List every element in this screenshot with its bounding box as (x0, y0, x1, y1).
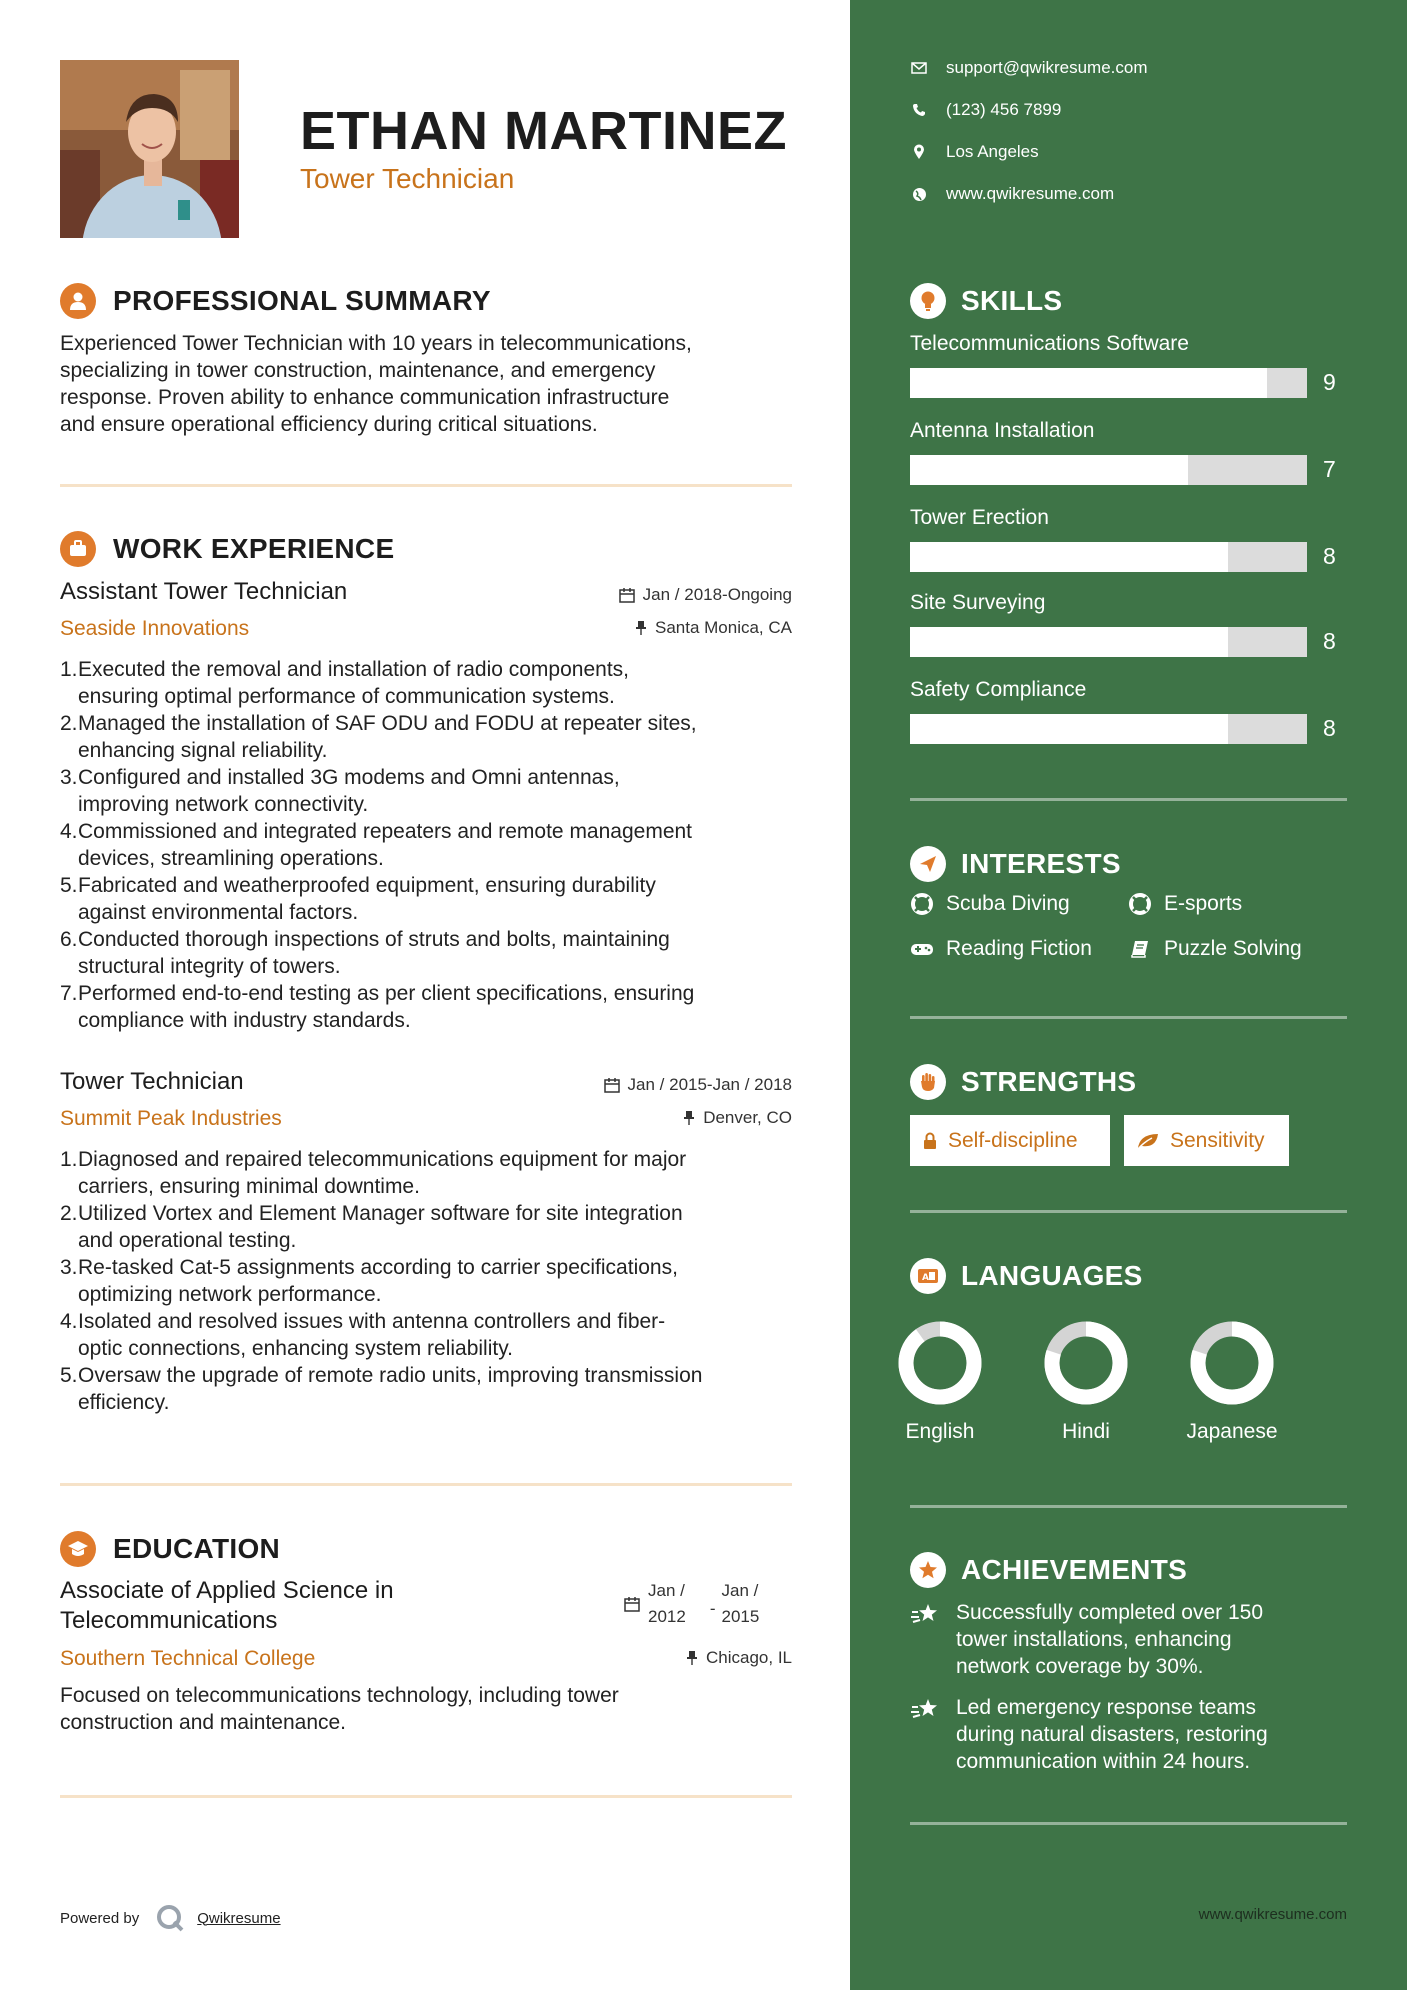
interests-header (910, 846, 1121, 882)
job-dates-text: Jan / 2018-Ongoing (642, 585, 792, 604)
achievement-item (910, 1599, 1330, 1680)
strengths-header (910, 1064, 1136, 1100)
interests-title: INTERESTS (961, 848, 1121, 879)
job-dates (604, 1075, 792, 1095)
language-label: Hindi (1062, 1420, 1110, 1443)
list-item: 3. Configured and installed 3G modems and Omni antennas, improving network connectivity. (60, 766, 620, 816)
interest-label: E-sports (1164, 892, 1243, 915)
phone-icon (910, 103, 928, 117)
section-divider (60, 484, 792, 487)
achievement-line: communication within 24 hours. (956, 1750, 1251, 1773)
achievement-line: tower installations, enhancing (956, 1628, 1232, 1651)
achievement-item (910, 1694, 1330, 1775)
language-ring-fill (906, 1329, 974, 1397)
duty-line: Conducted thorough inspections of struts and bolts, maintaining (78, 928, 670, 951)
map-marker-icon (910, 144, 928, 160)
duty-line: enhancing signal reliability. (78, 739, 328, 762)
skill-value: 8 (1323, 543, 1336, 569)
interest-label: Scuba Diving (946, 892, 1070, 915)
gamepad-icon (910, 941, 934, 957)
strength-chip (910, 1115, 1110, 1166)
job-duties-list (60, 656, 800, 1034)
languages-header (910, 1258, 1143, 1294)
sidebar (850, 0, 1407, 1990)
lock-icon (922, 1132, 938, 1150)
education-title: EDUCATION (113, 1533, 281, 1564)
skill-bar (910, 714, 1307, 744)
skill-value: 7 (1323, 456, 1336, 482)
list-item: 4. Isolated and resolved issues with antenna controllers and fiber- optic connections, enhancing system reliability. (60, 1310, 666, 1360)
job-company: Summit Peak Industries (60, 1107, 282, 1130)
skill-bar-fill (910, 542, 1228, 572)
skill-label: Safety Compliance (910, 678, 1087, 701)
strengths-title: STRENGTHS (961, 1066, 1137, 1097)
strength-label: Self-discipline (948, 1128, 1078, 1152)
duty-line: Fabricated and weatherproofed equipment, ensuring durability (78, 874, 656, 897)
shooting-star-icon (910, 1599, 940, 1680)
lightbulb-icon (910, 283, 946, 319)
language-ring (1043, 1320, 1129, 1406)
duty-line: devices, streamlining operations. (78, 847, 384, 870)
job-location-text: Santa Monica, CA (654, 618, 792, 637)
languages-title: LANGUAGES (961, 1260, 1143, 1291)
qwikresume-logo-icon (155, 1903, 185, 1933)
achievement-line: during natural disasters, restoring (956, 1723, 1268, 1746)
calendar-icon (624, 1596, 640, 1612)
list-item: 6. Conducted thorough inspections of struts and bolts, maintaining structural integrity of towers. (60, 928, 670, 978)
list-item: 5. Fabricated and weatherproofed equipment, ensuring durability against environmental factors. (60, 874, 656, 924)
education-line: Focused on telecommunications technology, including tower (60, 1684, 619, 1707)
skill-bar (910, 368, 1307, 398)
work-title: WORK EXPERIENCE (113, 533, 395, 564)
briefcase-icon (60, 531, 96, 567)
language-label: English (905, 1420, 975, 1443)
powered-by-label: Powered by (60, 1909, 140, 1927)
strength-chip (1124, 1115, 1289, 1166)
skill-label: Tower Erection (910, 506, 1049, 529)
summary-header (60, 283, 491, 319)
education-line: construction and maintenance. (60, 1711, 347, 1734)
language-item (880, 1320, 1000, 1444)
job-title: Assistant Tower Technician (60, 578, 348, 605)
job-dates-text: Jan / 2015-Jan / 2018 (627, 1075, 792, 1094)
education-end: Jan / 2015 (721, 1581, 760, 1626)
section-divider (60, 1795, 792, 1798)
education-location-text: Chicago, IL (706, 1648, 792, 1667)
book-icon (1128, 939, 1152, 959)
strength-label: Sensitivity (1170, 1128, 1265, 1152)
duty-line: ensuring optimal performance of communication systems. (78, 685, 615, 708)
profile-photo (60, 60, 239, 238)
leaf-icon (1136, 1132, 1160, 1150)
duty-line: Isolated and resolved issues with antenna controllers and fiber- (78, 1310, 666, 1333)
candidate-role: Tower Technician (300, 163, 515, 194)
list-item: 5. Oversaw the upgrade of remote radio units, improving transmission efficiency. (60, 1364, 703, 1414)
interest-label: Reading Fiction (946, 937, 1092, 960)
language-ring (1189, 1320, 1275, 1406)
skill-bar-fill (910, 627, 1228, 657)
skill-bar-fill (910, 368, 1267, 398)
pin-icon (635, 620, 647, 636)
list-item: 3. Re-tasked Cat-5 assignments according to carrier specifications, optimizing network performance. (60, 1256, 678, 1306)
contact-phone[interactable] (910, 100, 1061, 120)
pin-icon (686, 1650, 698, 1666)
section-divider (910, 1210, 1347, 1213)
envelope-icon (910, 62, 928, 74)
graduation-cap-icon (60, 1531, 96, 1567)
summary-text (60, 330, 800, 438)
paper-plane-icon (910, 846, 946, 882)
skill-bar (910, 455, 1307, 485)
education-start: Jan / 2012 (648, 1581, 686, 1626)
work-header (60, 531, 394, 567)
duty-line: optimizing network performance. (78, 1283, 382, 1306)
section-divider (910, 1822, 1347, 1825)
achievement-line: Successfully completed over 150 (956, 1601, 1263, 1624)
section-divider (910, 1016, 1347, 1019)
skill-label: Antenna Installation (910, 419, 1095, 442)
calendar-icon (604, 1077, 620, 1093)
summary-line: and ensure operational efficiency during critical situations. (60, 413, 598, 436)
duty-line: Commissioned and integrated repeaters and remote management (78, 820, 693, 843)
skill-value: 8 (1323, 628, 1336, 654)
duty-line: carriers, ensuring minimal downtime. (78, 1175, 420, 1198)
contact-website[interactable] (910, 184, 1114, 204)
life-ring-icon (1128, 893, 1152, 915)
education-dates (624, 1578, 759, 1630)
job-title: Tower Technician (60, 1068, 244, 1095)
degree-line: Associate of Applied Science in (60, 1577, 394, 1604)
school-name: Southern Technical College (60, 1647, 316, 1670)
interest-item (1128, 892, 1242, 916)
interest-item (910, 937, 1092, 961)
duty-line: Diagnosed and repaired telecommunications equipment for major (78, 1148, 687, 1171)
duty-line: optic connections, enhancing system reliability. (78, 1337, 514, 1360)
language-item (1026, 1320, 1146, 1444)
phone-text: (123) 456 7899 (946, 100, 1062, 119)
skill-value: 9 (1323, 369, 1336, 395)
duty-line: Performed end-to-end testing as per client specifications, ensuring (78, 982, 695, 1005)
duty-line: Configured and installed 3G modems and Omni antennas, (78, 766, 620, 789)
duty-line: against environmental factors. (78, 901, 359, 924)
calendar-icon (619, 587, 635, 603)
summary-line: Experienced Tower Technician with 10 years in telecommunications, (60, 332, 692, 355)
degree-line: Telecommunications (60, 1607, 278, 1634)
skill-label: Site Surveying (910, 591, 1046, 614)
job-location-text: Denver, CO (703, 1108, 792, 1127)
summary-line: specializing in tower construction, maintenance, and emergency (60, 359, 656, 382)
job-location (683, 1108, 792, 1128)
achievements-header (910, 1552, 1187, 1588)
language-label: Japanese (1186, 1420, 1278, 1443)
skill-label: Telecommunications Software (910, 332, 1189, 355)
summary-title: PROFESSIONAL SUMMARY (113, 285, 491, 316)
duty-line: efficiency. (78, 1391, 170, 1414)
skills-header (910, 283, 1062, 319)
section-divider (910, 798, 1347, 801)
education-header (60, 1531, 280, 1567)
life-ring-icon (910, 893, 934, 915)
skill-bar-fill (910, 714, 1228, 744)
hand-icon (910, 1064, 946, 1100)
skill-bar (910, 542, 1307, 572)
achievements-title: ACHIEVEMENTS (961, 1554, 1188, 1585)
skills-title: SKILLS (961, 285, 1063, 316)
language-ring (897, 1320, 983, 1406)
skill-bar-fill (910, 455, 1188, 485)
list-item: 4. Commissioned and integrated repeaters and remote management devices, streamlining operations. (60, 820, 693, 870)
duty-line: Re-tasked Cat-5 assignments according to carrier specifications, (78, 1256, 678, 1279)
interest-item (910, 892, 1070, 916)
website-text: www.qwikresume.com (946, 184, 1115, 203)
job-duties-list (60, 1146, 800, 1416)
powered-by (60, 1903, 281, 1933)
footer-website[interactable]: www.qwikresume.com (1198, 1906, 1347, 1923)
job-dates (619, 585, 792, 605)
date-separator: - (709, 1599, 716, 1618)
duty-line: compliance with industry standards. (78, 1009, 411, 1032)
svg-text:A: A (922, 1273, 929, 1283)
translate-icon (910, 1258, 946, 1294)
duty-line: and operational testing. (78, 1229, 297, 1252)
achievement-line: network coverage by 30%. (956, 1655, 1204, 1678)
list-item: 1. Executed the removal and installation of radio components, ensuring optimal performance of communication systems. (60, 658, 629, 708)
skill-bar (910, 627, 1307, 657)
list-item: 7. Performed end-to-end testing as per client specifications, ensuring compliance with industry standards. (60, 982, 695, 1032)
education-description (60, 1682, 800, 1736)
list-item: 1. Diagnosed and repaired telecommunications equipment for major carriers, ensuring minimal downtime. (60, 1148, 687, 1198)
list-item: 2. Managed the installation of SAF ODU and FODU at repeater sites, enhancing signal reliability. (60, 712, 697, 762)
skill-value: 8 (1323, 715, 1336, 741)
degree-title (60, 1576, 394, 1636)
candidate-name: ETHAN MARTINEZ (300, 101, 787, 161)
duty-line: Executed the removal and installation of radio components, (78, 658, 629, 681)
duty-line: Oversaw the upgrade of remote radio units, improving transmission (78, 1364, 703, 1387)
email-text: support@qwikresume.com (946, 58, 1148, 77)
shooting-star-icon (910, 1694, 940, 1775)
contact-email[interactable] (910, 58, 1148, 78)
education-location (686, 1648, 792, 1668)
contact-location (910, 142, 1039, 162)
list-item: 2. Utilized Vortex and Element Manager software for site integration and operational testing. (60, 1202, 683, 1252)
duty-line: Managed the installation of SAF ODU and FODU at repeater sites, (78, 712, 697, 735)
duty-line: improving network connectivity. (78, 793, 369, 816)
duty-line: Utilized Vortex and Element Manager software for site integration (78, 1202, 683, 1225)
achievement-line: Led emergency response teams (956, 1696, 1256, 1719)
qwikresume-link[interactable]: Qwikresume (197, 1909, 281, 1927)
interest-item (1128, 937, 1302, 961)
section-divider (910, 1505, 1347, 1508)
section-divider (60, 1483, 792, 1486)
user-icon (60, 283, 96, 319)
pin-icon (683, 1110, 695, 1126)
globe-icon (910, 187, 928, 202)
job-company: Seaside Innovations (60, 617, 250, 640)
language-item (1172, 1320, 1292, 1444)
duty-line: structural integrity of towers. (78, 955, 341, 978)
interest-label: Puzzle Solving (1164, 937, 1302, 960)
location-text: Los Angeles (946, 142, 1039, 161)
star-badge-icon (910, 1552, 946, 1588)
summary-line: response. Proven ability to enhance communication infrastructure (60, 386, 670, 409)
job-location (635, 618, 792, 638)
